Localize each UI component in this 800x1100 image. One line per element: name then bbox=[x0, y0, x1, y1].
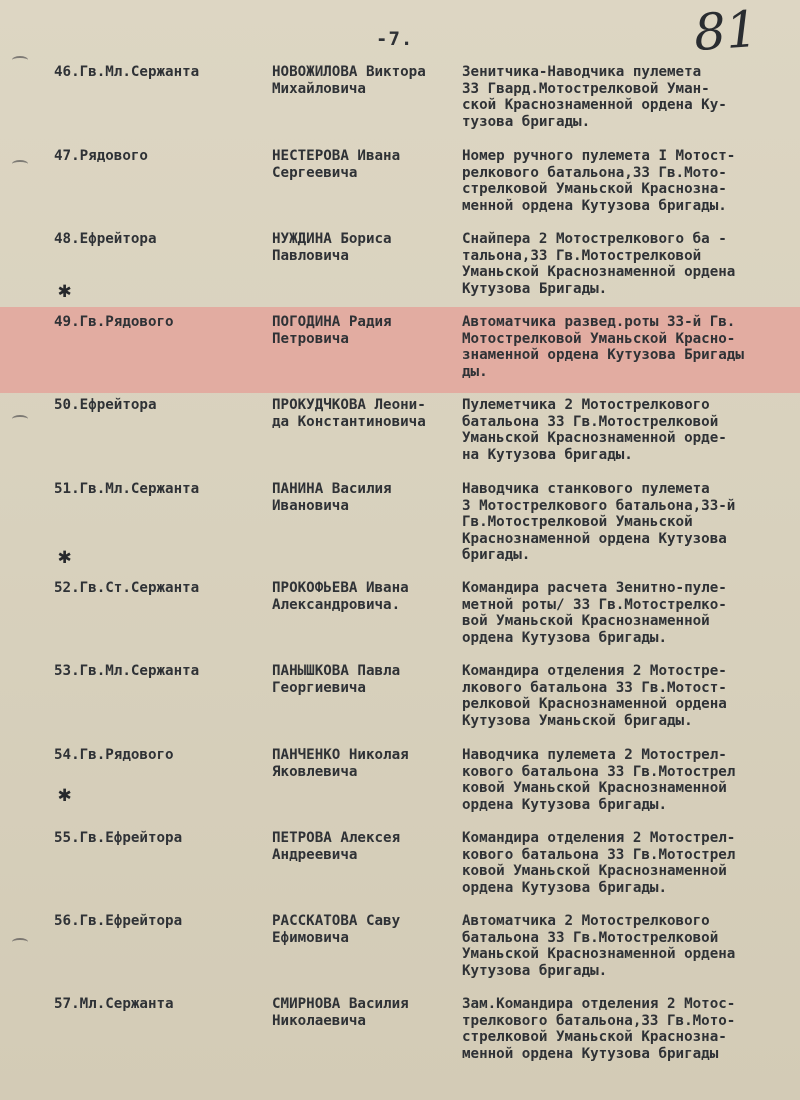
entry-name-line: Николаевича bbox=[272, 1012, 366, 1029]
entry-unit bbox=[462, 913, 800, 979]
entry-row bbox=[0, 397, 800, 477]
entry-name-line: ПРОКУДЧКОВА Леони- bbox=[272, 397, 426, 413]
entry-name bbox=[272, 747, 468, 780]
entry-name-line: Георгиевича bbox=[272, 679, 366, 696]
page-number: -7. bbox=[376, 28, 414, 50]
entry-name-line: Сергеевича bbox=[272, 164, 358, 181]
entry-unit-line: вой Уманьской Краснознаменной bbox=[462, 613, 710, 629]
entry-name-line: СМИРНОВА Василия bbox=[272, 996, 409, 1012]
entry-unit bbox=[462, 663, 800, 729]
entry-rank: 48.Ефрейтора bbox=[54, 231, 157, 247]
entry-unit bbox=[462, 747, 800, 813]
entry-unit-line: тузова бригады. bbox=[462, 113, 591, 130]
ink-blot-icon: ✱ bbox=[58, 782, 72, 807]
entry-unit-line: Кутузова Бригады. bbox=[462, 280, 608, 297]
entry-row bbox=[0, 663, 800, 743]
entry-name-line: Александровича. bbox=[272, 596, 401, 613]
entry-unit bbox=[462, 231, 800, 297]
entry-rank: 47.Рядового bbox=[54, 148, 148, 164]
entry-rank: 54.Гв.Рядового bbox=[54, 747, 174, 763]
entry-row bbox=[0, 913, 800, 993]
entry-unit-line: релкового батальона,33 Гв.Мото- bbox=[462, 164, 727, 181]
entry-unit-line: Автоматчика развед.роты 33-й Гв. bbox=[462, 314, 736, 330]
entry-rank: 56.Гв.Ефрейтора bbox=[54, 913, 183, 929]
entry-unit-line: ковой Уманьской Краснознаменной bbox=[462, 780, 727, 796]
entry-unit bbox=[462, 397, 800, 463]
entry-unit-line: менной ордена Кутузова бригады bbox=[462, 1045, 719, 1062]
entry-unit-line: ордена Кутузова бригады. bbox=[462, 796, 667, 813]
entry-unit bbox=[462, 996, 800, 1062]
entry-name bbox=[272, 913, 468, 946]
entry-name-line: Михайловича bbox=[272, 80, 366, 97]
entry-name bbox=[272, 148, 468, 181]
entry-unit-line: Командира отделения 2 Мотострел- bbox=[462, 830, 736, 846]
entry-unit-line: стрелковой Уманьской Краснозна- bbox=[462, 181, 727, 197]
entry-name-line: да Константиновича bbox=[272, 413, 426, 430]
entry-unit-line: знаменной ордена Кутузова Бригады bbox=[462, 347, 744, 363]
entry-unit bbox=[462, 830, 800, 896]
entry-unit bbox=[462, 148, 800, 214]
entry-name-line: ПЕТРОВА Алексея bbox=[272, 830, 401, 846]
entry-row bbox=[0, 996, 800, 1076]
entry-name-line: НУЖДИНА Бориса bbox=[272, 231, 392, 247]
entry-unit-line: Наводчика пулемета 2 Мотострел- bbox=[462, 747, 727, 763]
entry-rank: 53.Гв.Мл.Сержанта bbox=[54, 663, 200, 679]
entry-name bbox=[272, 481, 468, 514]
entry-name-line: Ефимовича bbox=[272, 929, 349, 946]
entry-row bbox=[0, 830, 800, 910]
entry-row bbox=[0, 148, 800, 228]
entry-name bbox=[272, 996, 468, 1029]
entry-name-line: Павловича bbox=[272, 247, 349, 264]
entry-unit-line: Командира расчета Зенитно-пуле- bbox=[462, 580, 727, 596]
entry-unit-line: Гв.Мотострелковой Уманьской bbox=[462, 514, 693, 530]
entry-unit-line: Кутузова Уманьской бригады. bbox=[462, 712, 693, 729]
entry-name-line: ПРОКОФЬЕВА Ивана bbox=[272, 580, 409, 596]
entry-name-line: НЕСТЕРОВА Ивана bbox=[272, 148, 401, 164]
entry-name bbox=[272, 231, 468, 264]
entry-name-line: ПАНЫШКОВА Павла bbox=[272, 663, 401, 679]
entry-name bbox=[272, 397, 468, 430]
entry-name-line: РАССКАТОВА Саву bbox=[272, 913, 401, 929]
entry-unit-line: кового батальона 33 Гв.Мотострел bbox=[462, 763, 736, 780]
entry-name bbox=[272, 663, 468, 696]
entry-unit-line: бригады. bbox=[462, 547, 531, 563]
entry-unit-line: ордена Кутузова бригады. bbox=[462, 879, 667, 896]
entry-unit-line: Зенитчика-Наводчика пулемета bbox=[462, 64, 702, 80]
entry-rank: 46.Гв.Мл.Сержанта bbox=[54, 64, 200, 80]
entry-name-line: ПАНЧЕНКО Николая bbox=[272, 747, 409, 763]
entry-row bbox=[0, 314, 800, 394]
entry-name-line: НОВОЖИЛОВА Виктора bbox=[272, 64, 426, 80]
entry-unit-line: Краснознаменной ордена Кутузова bbox=[462, 530, 727, 547]
entry-unit-line: Уманьской Краснознаменной ордена bbox=[462, 264, 736, 280]
entry-unit-line: Кутузова бригады. bbox=[462, 962, 608, 979]
entry-row bbox=[0, 580, 800, 660]
entry-row bbox=[0, 231, 800, 311]
entry-name-line: Петровича bbox=[272, 330, 349, 347]
entry-rank: 51.Гв.Мл.Сержанта bbox=[54, 481, 200, 497]
entry-unit-line: Мотострелковой Уманьской Красно- bbox=[462, 330, 736, 347]
entry-name bbox=[272, 580, 468, 613]
archive-number: 81 bbox=[692, 0, 760, 63]
entry-unit-line: Автоматчика 2 Мотострелкового bbox=[462, 913, 710, 929]
entry-name-line: Андреевича bbox=[272, 846, 358, 863]
punch-mark-icon bbox=[12, 56, 28, 64]
entry-unit-line: батальона 33 Гв.Мотострелковой bbox=[462, 929, 719, 946]
entry-unit-line: Пулеметчика 2 Мотострелкового bbox=[462, 397, 710, 413]
entry-rank: 52.Гв.Ст.Сержанта bbox=[54, 580, 200, 596]
entry-rank: 55.Гв.Ефрейтора bbox=[54, 830, 183, 846]
entry-unit bbox=[462, 314, 800, 380]
entry-name bbox=[272, 830, 468, 863]
entry-row bbox=[0, 64, 800, 144]
entry-name bbox=[272, 64, 468, 97]
entry-unit-line: менной ордена Кутузова бригады. bbox=[462, 197, 727, 214]
entry-name-line: ПАНИНА Василия bbox=[272, 481, 392, 497]
entry-unit-line: метной роты/ 33 Гв.Мотострелко- bbox=[462, 596, 727, 613]
entry-unit bbox=[462, 64, 800, 130]
entry-unit-line: батальона 33 Гв.Мотострелковой bbox=[462, 413, 719, 430]
entry-unit-line: ордена Кутузова бригады. bbox=[462, 629, 667, 646]
entry-name-line: Ивановича bbox=[272, 497, 349, 514]
entry-unit-line: Зам.Командира отделения 2 Мотос- bbox=[462, 996, 736, 1012]
entry-rank: 50.Ефрейтора bbox=[54, 397, 157, 413]
entry-unit-line: Уманьской Краснознаменной ордена bbox=[462, 946, 736, 962]
entry-unit-line: кового батальона 33 Гв.Мотострел bbox=[462, 846, 736, 863]
entry-unit-line: на Кутузова бригады. bbox=[462, 446, 633, 463]
entry-unit-line: Наводчика станкового пулемета bbox=[462, 481, 710, 497]
entry-unit-line: Снайпера 2 Мотострелкового ба - bbox=[462, 231, 727, 247]
entry-row bbox=[0, 747, 800, 827]
ink-blot-icon: ✱ bbox=[58, 544, 72, 569]
entry-unit-line: лкового батальона 33 Гв.Мотост- bbox=[462, 679, 727, 696]
entry-rank: 57.Мл.Сержанта bbox=[54, 996, 174, 1012]
entry-unit-line: тальона,33 Гв.Мотострелковой bbox=[462, 247, 702, 264]
entry-unit-line: Уманьской Краснознаменной орде- bbox=[462, 430, 727, 446]
entry-name-line: ПОГОДИНА Радия bbox=[272, 314, 392, 330]
entry-unit bbox=[462, 481, 800, 564]
entry-name bbox=[272, 314, 468, 347]
entry-unit-line: релковой Краснознаменной ордена bbox=[462, 696, 727, 712]
entry-unit-line: Командира отделения 2 Мотостре- bbox=[462, 663, 727, 679]
entry-row bbox=[0, 481, 800, 561]
entry-unit bbox=[462, 580, 800, 646]
entry-name-line: Яковлевича bbox=[272, 763, 358, 780]
entry-unit-line: ской Краснознаменной ордена Ку- bbox=[462, 97, 727, 113]
entry-unit-line: ды. bbox=[462, 363, 488, 380]
entry-unit-line: 33 Гвард.Мотострелковой Уман- bbox=[462, 80, 710, 97]
entry-unit-line: ковой Уманьской Краснознаменной bbox=[462, 863, 727, 879]
entry-unit-line: трелкового батальона,33 Гв.Мото- bbox=[462, 1012, 736, 1029]
ink-blot-icon: ✱ bbox=[58, 278, 72, 303]
entry-unit-line: 3 Мотострелкового батальона,33-й bbox=[462, 497, 736, 514]
entry-rank: 49.Гв.Рядового bbox=[54, 314, 174, 330]
entry-unit-line: стрелковой Уманьской Краснозна- bbox=[462, 1029, 727, 1045]
entry-unit-line: Номер ручного пулемета I Мотост- bbox=[462, 148, 736, 164]
